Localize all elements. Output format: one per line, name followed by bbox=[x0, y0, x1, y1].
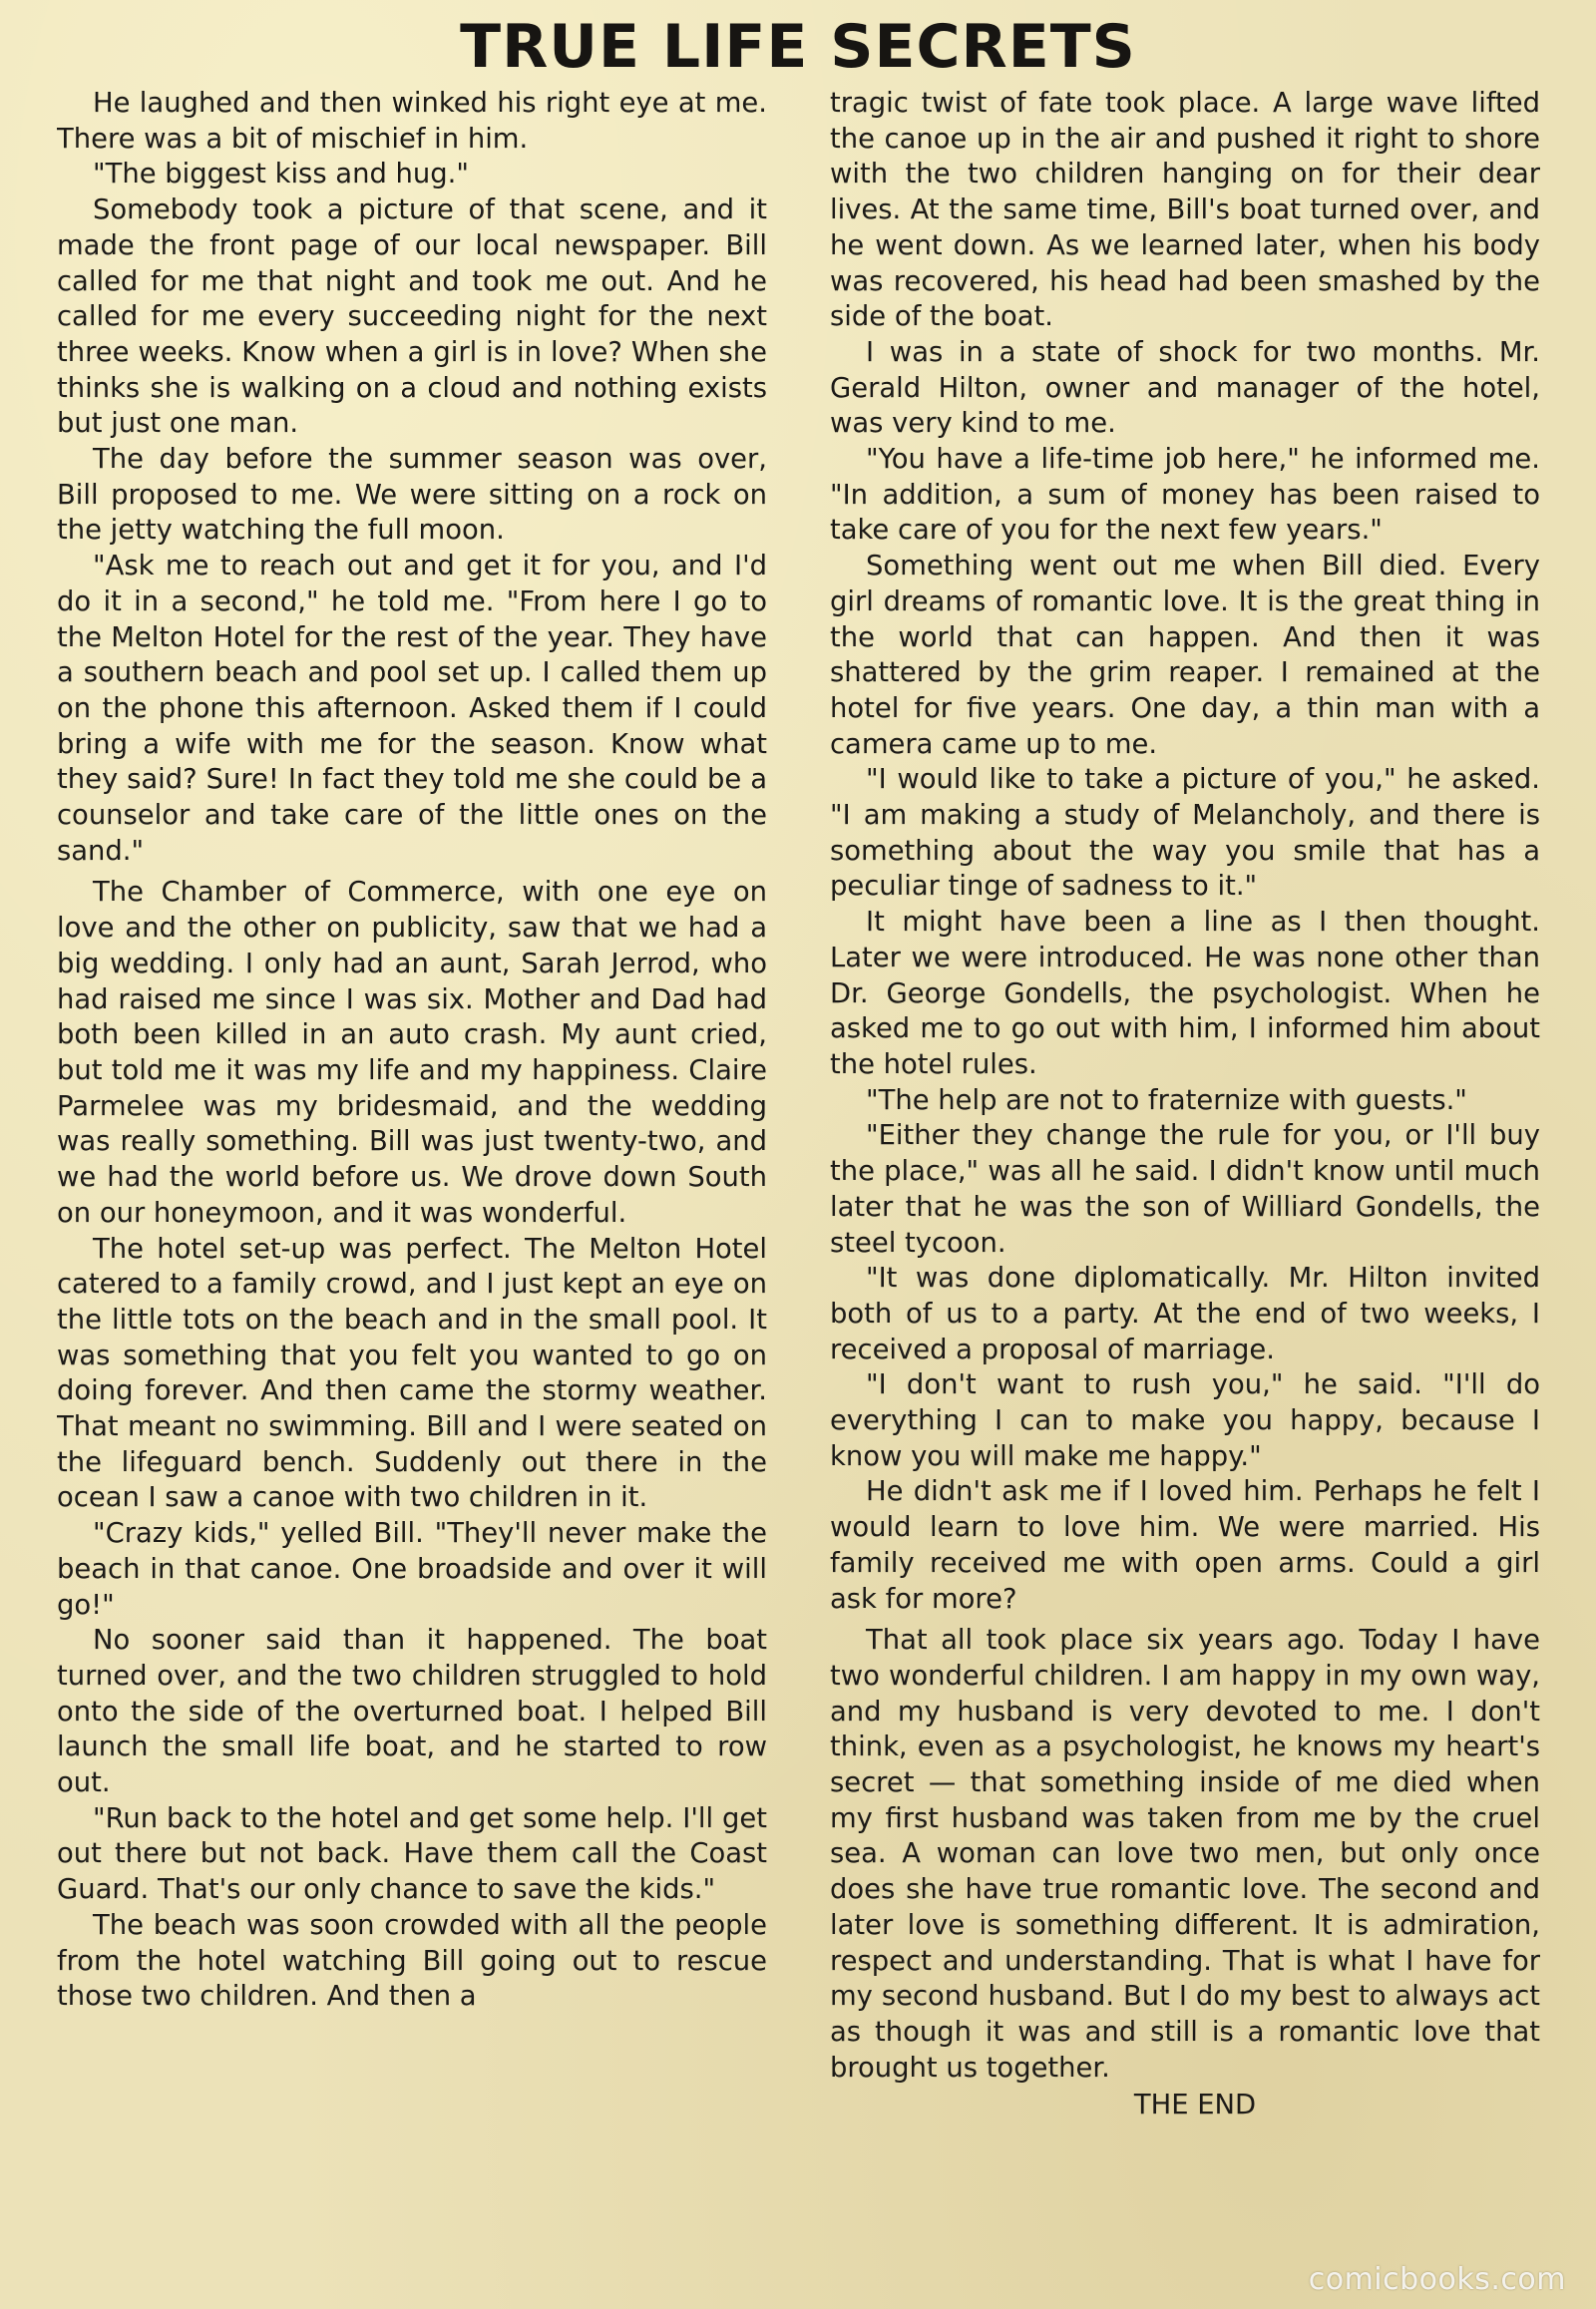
paragraph: "Either they change the rule for you, or I'll buy the place," was all he said. I didn't know until much later that he was the son of Williard Gondells, the steel tycoon. bbox=[830, 1120, 1540, 1259]
paragraph: It might have been a line as I then thought. Later we were introduced. He was none other than Dr. George Gondells, the psychologist. When he asked me to go out with him, I informed him about the hotel rules. bbox=[830, 907, 1540, 1080]
paragraph: tragic twist of fate took place. A large wave lifted the canoe up in the air and pushed it right to shore with the two children hanging on for their dear lives. At the same time, Bill's boat turned over, and he went down. As we learned later, when his body was recovered, his head had been smashed by the side of the boat. bbox=[830, 88, 1540, 333]
paragraph: The hotel set-up was perfect. The Melton Hotel catered to a family crowd, and I just kept an eye on the little tots on the beach and in the small pool. It was something that you felt you wanted to go on doing forever. And then came the stormy weather. That meant no swimming. Bill and I were seated on the lifeguard bench. Suddenly out there in the ocean I saw a canoe with two children in it. bbox=[57, 1233, 767, 1514]
paragraph: "Crazy kids," yelled Bill. "They'll never make the beach in that canoe. One broadside and over it will go!" bbox=[57, 1518, 767, 1621]
paragraph: The Chamber of Commerce, with one eye on love and the other on publicity, saw that we had a big wedding. I only had an aunt, Sarah Jerrod, who had raised me since I was six. Mother and Dad had both been killed in an auto crash. My aunt cried, but told me it was my life and my happiness. Claire Parmelee was my bridesmaid, and the wedding was really something. Bill was just twenty-two, and we had the world before us. We drove down South on our honeymoon, and it was wonderful. bbox=[57, 877, 767, 1229]
right-text-column bbox=[830, 86, 1540, 2280]
paragraph: I was in a state of shock for two months. Mr. Gerald Hilton, owner and manager of the hotel, was very kind to me. bbox=[830, 336, 1540, 440]
paragraph: "The help are not to fraternize with guests." bbox=[866, 1084, 1467, 1116]
left-text-column bbox=[57, 86, 767, 2280]
paragraph: Something went out me when Bill died. Every girl dreams of romantic love. It is the great thing in the world that can happen. And then it was shattered by the grim reaper. I remained at the hotel for five years. One day, a thin man with a camera came up to me. bbox=[830, 551, 1540, 760]
site-watermark: comicbooks.com bbox=[1308, 2262, 1566, 2297]
paragraph: "I would like to take a picture of you," he asked. "I am making a study of Melancholy, and there is something about the way you smile that has a peculiar tinge of sadness to it." bbox=[830, 764, 1540, 903]
paragraph: "It was done diplomatically. Mr. Hilton invited both of us to a party. At the end of two weeks, I received a proposal of marriage. bbox=[830, 1263, 1540, 1365]
paragraph: The beach was soon crowded with all the people from the hotel watching Bill going out to rescue those two children. And then a bbox=[57, 1909, 767, 2013]
paragraph: Somebody took a picture of that scene, and it made the front page of our local newspaper. Bill called for me that night and took me out. And he called for me every succeeding night for the next three weeks. Know when a girl is in love? When she thinks she is walking on a cloud and nothing exists but just one man. bbox=[57, 194, 767, 440]
paragraph: "Run back to the hotel and get some help. I'll get out there but not back. Have them call the Coast Guard. That's our only chance to save the kids." bbox=[57, 1802, 767, 1906]
paragraph: "The biggest kiss and hug." bbox=[93, 159, 469, 191]
paragraph: No sooner said than it happened. The boat turned over, and the two children struggled to hold onto the side of the overturned boat. I helped Bill launch the small life boat, and he started to row out. bbox=[57, 1625, 767, 1799]
paragraph: The day before the summer season was over, Bill proposed to me. We were sitting on a rock on the jetty watching the full moon. bbox=[57, 444, 767, 547]
paragraph: "I don't want to rush you," he said. "I'll do everything I can to make you happy, because I know you will make me happy." bbox=[830, 1369, 1540, 1472]
paragraph: He didn't ask me if I loved him. Perhaps he felt I would learn to love him. We were married. His family received me with open arms. Could a girl ask for more? bbox=[830, 1476, 1540, 1615]
page-title: TRUE LIFE SECRETS bbox=[460, 12, 1136, 82]
paragraph: That all took place six years ago. Today I have two wonderful children. I am happy in my own way, and my husband is very devoted to me. I don't think, even as a psychologist, he knows my heart's secret — that something inside of me died when my first husband was taken from me by the cruel sea. A woman can love two men, but only once does she have true romantic love. The second and later love is something different. It is admiration, respect and understanding. That is what I have for my second husband. But I do my best to always act as though it was and still is a romantic love that brought us together. bbox=[830, 1625, 1540, 2084]
paragraph: "You have a life-time job here," he informed me. "In addition, a sum of money has been raised to take care of you for the next few years." bbox=[830, 444, 1540, 547]
paragraph: He laughed and then winked his right eye at me. There was a bit of mischief in him. bbox=[57, 88, 767, 155]
paragraph: "Ask me to reach out and get it for you, and I'd do it in a second," he told me. "From here I go to the Melton Hotel for the rest of the year. They have a southern beach and pool set up. I called them up on the phone this afternoon. Asked them if I could bring a wife with me for the season. Know what they said? Sure! In fact they told me she could be a counselor and take care of the little ones on the sand." bbox=[57, 551, 767, 867]
the-end-label: THE END bbox=[1133, 2090, 1257, 2121]
